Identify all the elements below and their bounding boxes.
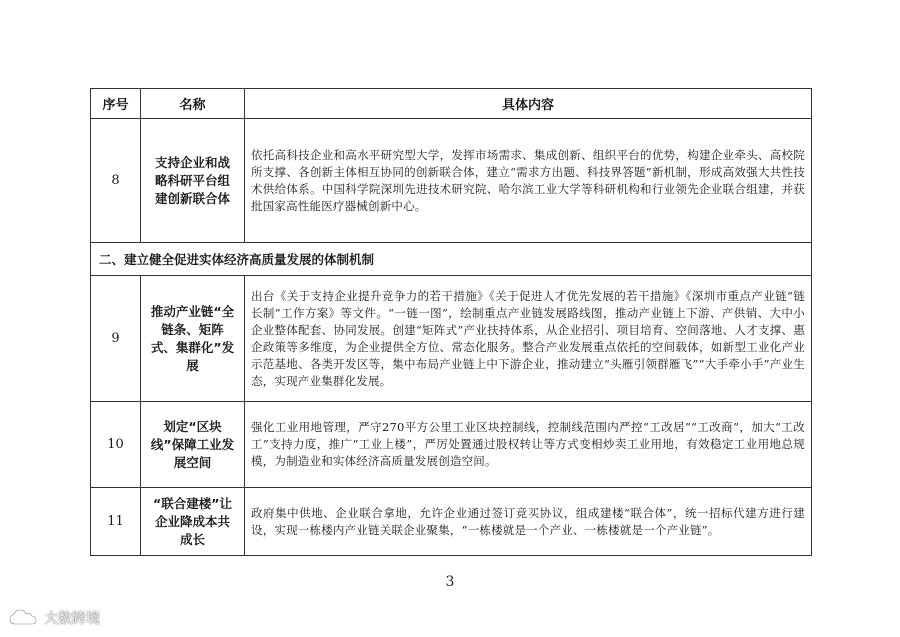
row-num: 10 [91, 402, 141, 488]
watermark-text: 大数跨境 [44, 611, 100, 627]
row-content: 出台《关于支持企业提升竞争力的若干措施》《关于促进人才优先发展的若干措施》《深圳市重点产业链“链长制”工作方案》等文件。“一链一图”，绘制重点产业链发展路线图，推动产业链上下游、产供销、大中小企业整体配套、协同发展。创建“矩阵式”产业扶持体系，从企业招引、项目培育、空间落地、人才支撑、惠企政策等多维度，为企业提供全方位、常态化服务。整合产业发展重点依托的空间载体，如新型工业化产业示范基地、各类开发区等，集中布局产业链上中下游企业，推动建立“头雁引领群雁飞”“大手牵小手”产业生态，实现产业集群化发展。 [245, 276, 812, 402]
table-row [91, 488, 812, 556]
table-row [91, 276, 812, 402]
row-num: 8 [91, 119, 141, 243]
cloud-logo-icon [8, 608, 38, 628]
table-row [91, 402, 812, 488]
row-content: 政府集中供地、企业联合拿地，允许企业通过签订竞买协议，组成建楼“联合体”，统一招标代建方进行建设，实现一栋楼内产业链关联企业聚集，“一栋楼就是一个产业、一栋楼就是一个产业链”。 [245, 488, 812, 556]
table-row [91, 119, 812, 243]
row-name: 推动产业链“全链条、矩阵式、集群化”发展 [141, 276, 245, 402]
header-name: 名称 [141, 89, 245, 119]
row-name: “联合建楼”让企业降成本共成长 [141, 488, 245, 556]
watermark [8, 608, 100, 628]
header-num: 序号 [91, 89, 141, 119]
row-content: 依托高科技企业和高水平研究型大学，发挥市场需求、集成创新、组织平台的优势，构建企业牵头、高校院所支撑、各创新主体相互协同的创新联合体，建立“需求方出题、科技界答题”新机制，形成高效强大共性技术供给体系。中国科学院深圳先进技术研究院、哈尔滨工业大学等科研机构和行业领先企业联合组建，并获批国家高性能医疗器械创新中心。 [245, 119, 812, 243]
header-content: 具体内容 [245, 89, 812, 119]
page-number: 3 [445, 574, 455, 590]
table-header-row [91, 89, 812, 119]
row-name: 支持企业和战略科研平台组建创新联合体 [141, 119, 245, 243]
section-title: 二、建立健全促进实体经济高质量发展的体制机制 [91, 243, 812, 276]
section-row [91, 243, 812, 276]
row-content: 强化工业用地管理，严守270平方公里工业区块控制线，控制线范围内严控“工改居”“工改商”，加大“工改工”支持力度，推广“工业上楼”，严厉处置通过股权转让等方式变相炒卖工业用地，有效稳定工业用地总规模，为制造业和实体经济高质量发展创造空间。 [245, 402, 812, 488]
row-num: 9 [91, 276, 141, 402]
row-num: 11 [91, 488, 141, 556]
policy-table [90, 88, 812, 556]
row-name: 划定“区块线”保障工业发展空间 [141, 402, 245, 488]
